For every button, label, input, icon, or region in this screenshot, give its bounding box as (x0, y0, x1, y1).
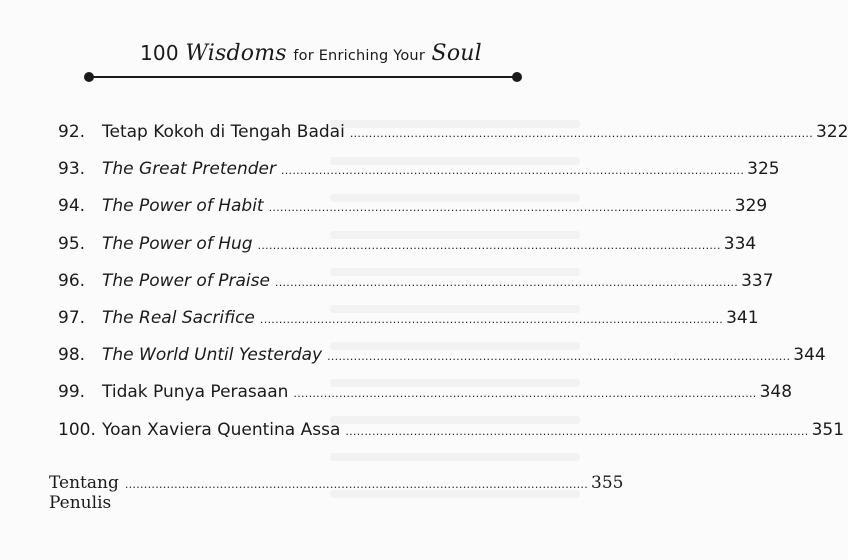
toc-entry-title: The Power of Hug (102, 233, 253, 254)
leader-dots: .......................................................................................................................... (268, 201, 732, 215)
toc-entry-page: 341 (726, 307, 759, 328)
toc-entry (58, 345, 826, 382)
toc-entry-number: 95. (58, 233, 86, 254)
header-number: 100 (140, 41, 179, 65)
leader-dots: .......................................................................................................................... (293, 387, 757, 401)
toc-entry-page: 337 (741, 270, 774, 291)
toc-entry-number: 96. (58, 270, 86, 291)
rule-right-dot (512, 72, 522, 82)
header-script-word: Wisdoms (185, 41, 287, 66)
toc-entry-number: 99. (58, 382, 86, 403)
toc-entry (58, 382, 793, 419)
toc-entry (58, 122, 848, 159)
toc-entry-title: The World Until Yesterday (102, 345, 323, 366)
toc-entry-page: 329 (734, 196, 768, 217)
leader-dots: .......................................................................................................................... (327, 350, 791, 364)
header-rule (84, 71, 522, 83)
header-script-word-soul: Soul (431, 41, 482, 66)
toc-entry (58, 270, 774, 308)
leader-dots: .......................................................................................................................... (259, 312, 724, 326)
toc-entry-page: 334 (723, 233, 757, 254)
leader-dots: .......................................................................................................................... (257, 238, 721, 252)
toc-entry-number: 100. (58, 419, 96, 440)
header-middle-text: for Enriching Your (293, 48, 425, 64)
toc-entry-number: 97. (58, 307, 86, 328)
toc-entry-page: 348 (759, 382, 793, 403)
leader-dots: .......................................................................................................................... (124, 478, 589, 491)
toc-entry-page: 355 (591, 473, 624, 493)
toc-entry-title: Tentang Penulis (49, 473, 119, 513)
toc-entry-page: 344 (793, 345, 826, 366)
toc-entry-title: The Great Pretender (102, 159, 276, 180)
running-header (140, 41, 482, 66)
toc-entry (58, 307, 759, 345)
toc-entry-number: 94. (58, 196, 86, 217)
toc-entry-tentang-penulis (49, 473, 624, 513)
toc-entry (58, 233, 757, 271)
leader-dots: .......................................................................................................................... (274, 275, 739, 289)
toc-entry-page: 322 (816, 122, 848, 142)
leader-dots: .......................................................................................................................... (349, 127, 813, 140)
toc-entry-number: 98. (58, 345, 86, 366)
table-of-contents (58, 122, 848, 457)
toc-entry-page: 325 (747, 159, 780, 180)
toc-entry-title: The Real Sacrifice (102, 307, 255, 328)
toc-entry-title: Tetap Kokoh di Tengah Badai (102, 122, 345, 142)
toc-entry (58, 196, 768, 233)
toc-entry (58, 159, 780, 196)
toc-entry-page: 351 (811, 419, 845, 440)
toc-entry-number: 93. (58, 159, 86, 180)
toc-entry-title: The Power of Habit (102, 196, 264, 217)
toc-entry-number: 92. (58, 122, 86, 142)
rule-line (90, 76, 516, 78)
toc-entry (58, 419, 845, 457)
leader-dots: .......................................................................................................................... (345, 424, 809, 438)
toc-entry-title: Yoan Xaviera Quentina Assa (102, 419, 341, 440)
toc-entry-title: Tidak Punya Perasaan (102, 382, 289, 403)
leader-dots: .......................................................................................................................... (280, 164, 745, 178)
toc-entry-title: The Power of Praise (102, 270, 270, 291)
